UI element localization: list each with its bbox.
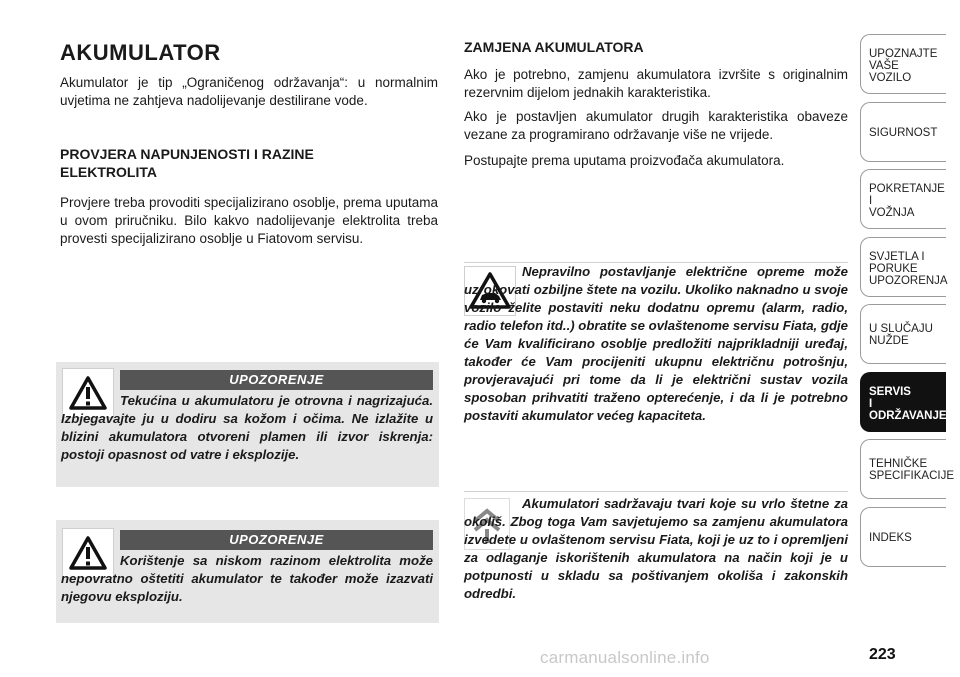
tab-label: I	[869, 397, 873, 410]
chapter-tabs	[860, 34, 954, 574]
tab-label: SIGURNOST	[869, 126, 938, 139]
tab-label: UPOZNAJTE	[869, 48, 938, 60]
warning-box-2	[56, 520, 439, 623]
tab-label: VOZILO	[869, 72, 912, 84]
environment-note-text: Akumulatori sadržavaju tvari koje su vrlo štetne za okoliš. Zbog toga Vam savjetujemo sa zamjenu akumulatora izvedete u ovlaštenom servisu Fiata, koji je uz to i opremljeni za odlaganje iskorištenih akumulatora na način koji je u potpunosti u skladu sa poštivanjem okoliša i zakonskih odredbi.	[464, 496, 848, 601]
tab-label: NUŽDE	[869, 335, 909, 347]
watermark: carmanualsonline.info	[540, 648, 710, 667]
tab-label: POKRETANJE	[869, 183, 945, 195]
tab-label: SPECIFIKACIJE	[869, 470, 954, 482]
tab-label: INDEKS	[869, 531, 912, 544]
tab-label: SERVIS	[869, 385, 911, 398]
warning-text-1: Tekućina u akumulatoru je otrovna i nagrizajuća. Izbjegavajte ju u dodiru sa kožom i očima. Ne izlažite u blizini akumulatora otvoreni plamen ili izvor iskrenja: postoji opasnost od vatre i eksplozije.	[61, 393, 433, 462]
warning-heading-2: UPOZORENJE	[120, 530, 433, 550]
tab-label: PORUKE	[869, 262, 918, 275]
tab-svjetla-i-poruke-upozorenja[interactable]	[860, 237, 946, 297]
environment-note	[464, 494, 848, 624]
warning-text-2: Korištenje sa niskom razinom elektrolita može nepovratno oštetiti akumulator te također može izazvati njegovu eksploziju.	[61, 553, 433, 604]
tab-indeks[interactable]	[860, 507, 946, 567]
tab-servis-i-odrzavanje[interactable]	[860, 372, 946, 432]
replace-text-2: Ako je postavljen akumulator drugih karakteristika obaveze vezane za programirano održavanje više ne vrijede.	[464, 109, 848, 142]
tab-label: U SLUČAJU	[869, 323, 933, 335]
tab-u-slucaju-nuzde[interactable]	[860, 304, 946, 364]
note-divider	[464, 491, 848, 492]
replace-text-3: Postupajte prema uputama proizvođača akumulatora.	[464, 153, 785, 168]
page-title: AKUMULATOR	[60, 40, 221, 65]
section-heading-line2: ELEKTROLITA	[60, 164, 157, 180]
tab-pokretanje-i-voznja[interactable]	[860, 169, 946, 229]
tab-label: VOŽNJA	[869, 207, 915, 219]
section-heading-replace: ZAMJENA AKUMULATORA	[464, 39, 644, 55]
tab-tehnicke-specifikacije[interactable]	[860, 439, 954, 499]
tab-label: VAŠE	[869, 60, 899, 72]
page-number: 223	[869, 646, 896, 663]
tab-upoznajte-vase-vozilo[interactable]	[860, 34, 946, 94]
check-text: Provjere treba provoditi specijalizirano osoblje, prema uputama u ovom priručniku. Bilo kakvo nadolijevanje elektrolita treba provesti specijalizirano osoblje u Fiatovom servisu.	[60, 195, 438, 246]
tab-label: TEHNIČKE	[869, 458, 928, 470]
replace-text-1: Ako je potrebno, zamjenu akumulatora izvršite s originalnim rezervnim dijelom jednakih karakteristika.	[464, 67, 848, 100]
tab-sigurnost[interactable]	[860, 102, 946, 162]
tab-label: UPOZORENJA	[869, 274, 948, 287]
tab-label: ODRŽAVANJE	[869, 409, 947, 422]
tab-label: I	[869, 195, 873, 207]
tab-label: SVJETLA I	[869, 250, 925, 263]
intro-text: Akumulator je tip „Ograničenog održavanja“: u normalnim uvjetima ne zahtjeva nadolijevanje destilirane vode.	[60, 75, 438, 108]
warning-heading-1: UPOZORENJE	[120, 370, 433, 390]
car-equipment-note	[464, 262, 848, 458]
section-heading-check	[60, 145, 438, 181]
section-heading-line1: PROVJERA NAPUNJENOSTI I RAZINE	[60, 146, 314, 162]
car-note-text: Nepravilno postavljanje električne opreme može uzrokovati ozbiljne štete na vozilu. Ukoliko naknadno u svoje vozilo želite postaviti neku dodatnu opremu (alarm, radio, radio telefon itd..) obratite se ovlaštenome servisu Fiata, gdje će Vam kvalificirano osoblje predložiti najprikladniji uređaj, također će Vam procijeniti ukupnu električnu potrošnju, provjeravajući pri tome da li je električni sustav vozila sposoban prihvatiti traženo opterećenje, i da li je potrebno postaviti akumulator većeg kapaciteta.	[464, 264, 848, 423]
warning-box-1	[56, 362, 439, 487]
